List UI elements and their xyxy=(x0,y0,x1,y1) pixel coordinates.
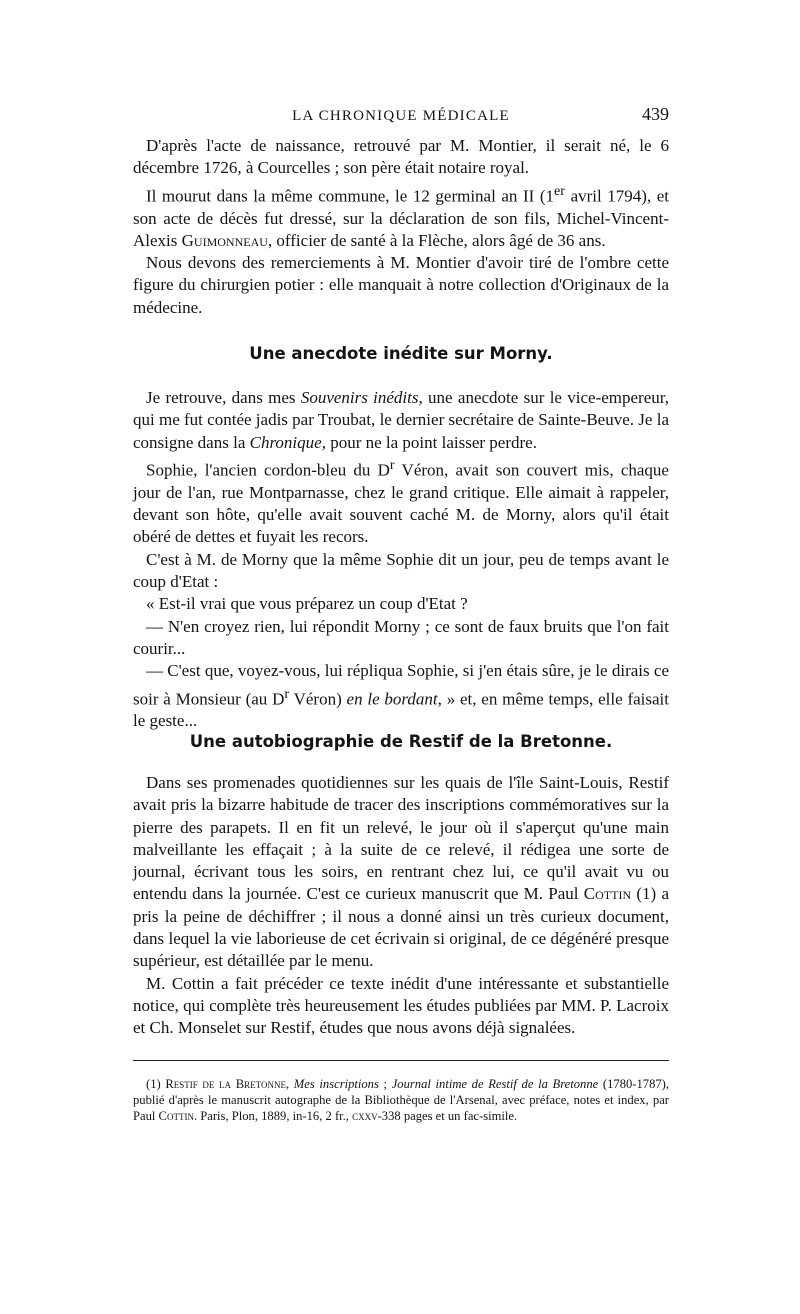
page-number: 439 xyxy=(642,104,669,124)
section-heading-morny: Une anecdote inédite sur Morny. xyxy=(249,344,553,363)
paragraph: Dans ses promenades quotidiennes sur les quais de l'île Saint-Louis, Restif avait pris la bizarre habitude de tracer des inscriptions commémoratives sur la pierre des parapets. Il en fit un relevé, le jour où il s'aperçut qu'une main malveillante les effaçait ; à la suite de ce relevé, il rédigea une sorte de journal, écrivant tous les soirs, en rentrant chez lui, ce qu'il avait vu ou entendu dans la journée. C'est ce curieux manuscrit que M. Paul Cottin (1) a pris la peine de déchiffrer ; il nous a donné ainsi un très curieux document, dans lequel la vie laborieuse de cet écrivain si original, de ce dégénéré presque supérieur, est détaillée par le menu. xyxy=(133,773,669,971)
section-restif xyxy=(133,772,669,1040)
paragraph: M. Cottin a fait précéder ce texte inédit d'une intéressante et substantielle notice, qui complète très heureusement les études publiées par MM. P. Lacroix et Ch. Monselet sur Restif, études que nous avons déjà signalées. xyxy=(133,973,669,1038)
person-name: Guimonneau xyxy=(181,230,268,250)
footnotes xyxy=(133,1076,669,1124)
running-header xyxy=(133,104,669,130)
person-name: Cottin xyxy=(583,884,632,904)
paragraph: Il mourut dans la même commune, le 12 germinal an II (1er avril 1794), et son acte de décès fut dressé, sur la déclaration de son fils, Michel-Vincent-Alexis Guimonneau, officier de santé à la Flèche, alors âgé de 36 ans. xyxy=(133,182,669,250)
footnote-divider xyxy=(133,1060,669,1061)
running-title: LA CHRONIQUE MÉDICALE xyxy=(292,108,510,124)
intro-section xyxy=(133,135,669,319)
paragraph: Nous devons des remerciements à M. Montier d'avoir tiré de l'ombre cette figure du chirurgien potier : elle manquait à notre collection d'Originaux de la médecine. xyxy=(133,253,669,317)
paragraph: — C'est que, voyez-vous, lui répliqua Sophie, si j'en étais sûre, je le dirais ce soir à Monsieur (au $D^r$ Véron) en le bordant, » et, en même temps, elle faisait le geste... xyxy=(133,661,669,731)
paragraph: « Est-il vrai que vous préparez un coup d'Etat ? xyxy=(146,594,468,614)
paragraph: D'après l'acte de naissance, retrouvé par M. Montier, il serait né, le 6 décembre 1726, à Courcelles ; son père était notaire royal. xyxy=(133,136,669,178)
paragraph: C'est à M. de Morny que la même Sophie dit un jour, peu de temps avant le coup d'Etat : xyxy=(133,549,669,592)
section-morny xyxy=(133,387,669,733)
paragraph: — N'en croyez rien, lui répondit Morny ; ce sont de faux bruits que l'on fait courir... xyxy=(133,616,669,658)
paragraph: Sophie, l'ancien cordon-bleu du $D^r$ Véron, avait son couvert mis, chaque jour de l'an, rue Montparnasse, chez le grand critique. Elle aimait à rappeler, devant son hôte, qu'elle avait souvent caché M. de Morny, alors qu'il était obéré de dettes et fuyait les recors. xyxy=(133,456,669,547)
paragraph: Je retrouve, dans mes Souvenirs inédits, une anecdote sur le vice-empereur, qui me fut contée jadis par Troubat, le dernier secrétaire de Sainte-Beuve. Je la consigne dans la Chronique, pour ne la point laisser perdre. xyxy=(133,388,669,452)
section-heading-restif: Une autobiographie de Restif de la Bretonne. xyxy=(189,732,613,751)
footnote: (1) Restif de la Bretonne, Mes inscriptions ; Journal intime de Restif de la Bretonne (1780-1787), publié d'après le manuscrit autographe de la Bibliothèque de l'Arsenal, avec préface, notes et index, par Paul Cottin. Paris, Plon, 1889, in-16, 2 fr., cxxv-338 pages et un fac-simile. xyxy=(133,1077,670,1123)
